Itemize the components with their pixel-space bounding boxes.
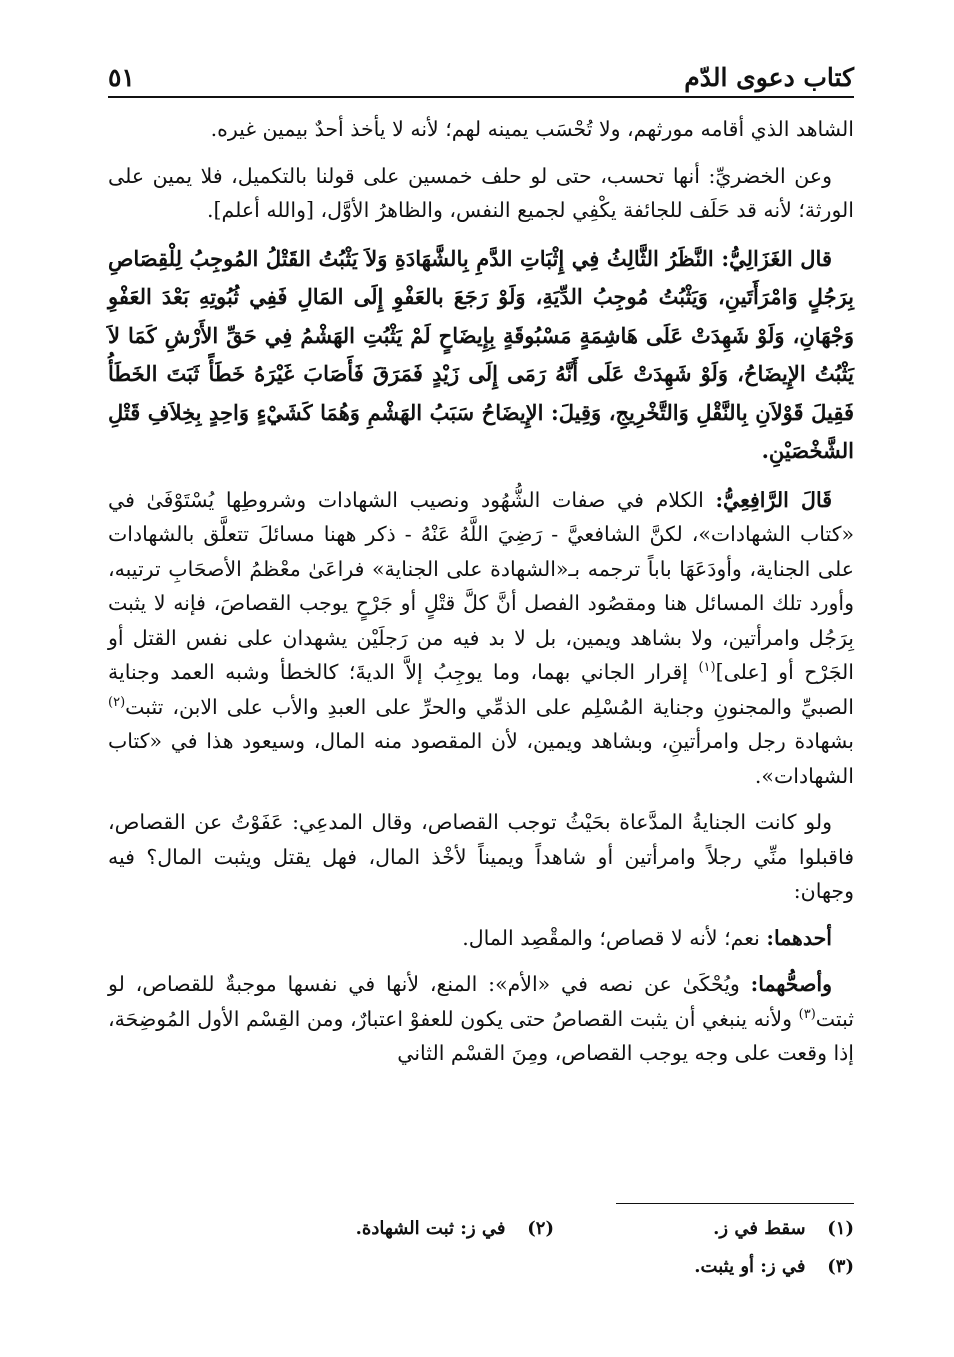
footnotes xyxy=(108,1210,854,1286)
quote-text: النَّظَرُ الثَّالِثُ فِي إِثْبَاتِ الدَّمِ بِالشَّهَادَةِ وَلاَ يَثْبُتُ القَتْلُ المُوجِبُ لِلْقِصَاصِ بِرَجُلٍ وَامْرَأَتَينِ، وَيَثْبُتُ مُوجِبُ الدِّيَةِ، وَلَوْ رَجَعَ بالعَفْوِ إِلَى المَالِ فَفِي ثُبُوتِهِ بَعْدَ العَفْوِ وَجْهَانِ، وَلَوْ شَهِدَتْ عَلَى هَاشِمَةٍ مَسْبُوقَةٍ بِإِيضَاحٍ لَمْ يَثْبُتِ الهَشْمُ فِي حَقِّ الأَرْشِ كَمَا لاَ يَثْبُتُ الإِيضَاحُ، وَلَوْ شَهِدَتْ عَلَى أَنَّهُ رَمَى إِلَى زَيْدٍ فَمَرَقَ فَأَصَابَ غَيْرَهُ خَطَأً ثَبَتَ الخَطَأُ فَقِيلَ قَوْلاَنِ بِالنَّقْلِ وَالتَّخْرِيجِ، وَقِيلَ: الإِيضَاحُ سَبَبُ الهَشْمِ وَهُمَا كَشَيْءٍ وَاحِدٍ بِخِلاَفِ قَتْلِ الشَّخْصَيْنِ. xyxy=(108,245,854,463)
footnote-number: (١) xyxy=(827,1218,854,1239)
paragraph: الشاهد الذي أقامه مورثهم، ولا تُحْسَب يمينه لهم؛ لأنه لا يأخذ أحدٌ بيمين غيره. xyxy=(210,117,854,141)
footnote xyxy=(254,1210,554,1248)
footnote-number: (٣) xyxy=(827,1256,854,1277)
ghazali-quote xyxy=(108,240,854,471)
footnote-divider xyxy=(616,1203,854,1204)
rafii-commentary xyxy=(108,483,854,794)
view-text: نعم؛ لأنه لا قصاص؛ والمقْصِد المال. xyxy=(462,925,760,950)
commentary-text: الكلام في صفات الشُّهُود ونصيب الشهادات وشروطِها يُسْتَوْفَىٰ في «كتاب الشهادات»، لكنَّ الشافعيَّ - رَضِيَ اللَّهُ عَنْهُ - ذكر ههنا مسائلَ تتعلَّق بالشهادات على الجناية، وأودَعَهَا باباً ترجمه بـ«الشهادة على الجناية» فراعَىٰ معْظمُ الأصحَابِ ترتيبه، وأورد تلك المسائل هنا ومقصُود الفصل أنَّ كلَّ قتْلٍ أو جَرْحٍ يوجب القصاصَ، فإنه لا يثبت بِرَجُل وامرأتين، ولا بشاهد ويمين، بل لا بد فيه من رَجلَيْن يشهدان على نفس القتل أو الجَرْح أو [على] xyxy=(108,487,854,684)
footnote-number: (٢) xyxy=(527,1218,554,1239)
footnote xyxy=(554,1248,854,1286)
speaker-label: قال الغَزَالِيُّ: xyxy=(721,245,832,271)
footnote-row xyxy=(108,1248,854,1286)
footnote-ref: (٢) xyxy=(108,694,126,710)
speaker-label: قَالَ الرَّافِعِيُّ: xyxy=(715,487,832,512)
commentary-text: بشهادة رجل وامرأتينِ، وبشاهد ويمين، لأن المقصود منه المال، وسيعود هذا في «كتاب الشهادات». xyxy=(108,729,854,788)
footnote-ref: (٣) xyxy=(798,1006,816,1022)
speaker-label: أحدهما: xyxy=(766,925,832,950)
speaker-label: وأصحُّهما: xyxy=(750,972,832,996)
paragraph: وعن الخضريِّ: أنها تحسب، حتى لو حلف خمسين على قولنا بالتكميل، فلا يمين على الورثة؛ لأنه قد حَلَف للجائفة يكْفِي لجميع النفس، والظاهرُ الأوَّل، [والله أعلم]. xyxy=(108,163,854,222)
main-text xyxy=(108,112,854,1083)
footnote-text: سقط في ز. xyxy=(713,1218,806,1239)
view-text: ويُحْكَىٰ عن نصه في «الأم»: المنع، لأنها في نفسها موجبةٌ للقصاص، لو ثبتت xyxy=(108,972,854,1031)
page-number: ٥١ xyxy=(108,63,135,92)
second-view xyxy=(108,967,854,1071)
paragraph: ولو كانت الجنايةُ المدَّعاة بحَيْثُ توجب القصاص، وقال المدعِي: عَفَوْتُ عن القصاص، فاقبلوا منِّي رجلاً وامرأتين أو شاهداً ويميناً لأخْذ المال، فهل يقتل ويثبت المال؟ فيه وجهان: xyxy=(108,810,854,903)
running-header xyxy=(108,56,854,98)
footnote-row xyxy=(108,1210,854,1248)
footnote-ref: (١) xyxy=(698,660,716,676)
first-view xyxy=(108,921,854,956)
book-title: كتاب دعوى الدّم xyxy=(684,63,854,92)
view-text: ولأنه ينبغي أن يثبت القصاصُ حتى يكون للعفوْ اعتبارٌ، ومن القِسْم الأول المُوضِحَة، إذا وقعت على وجه يوجب القصاص، ومِنَ القسْم الثاني xyxy=(108,1006,854,1065)
commentary-text: إقرار الجاني بهما، وما يوجِبُ إلاَّ الديةَ؛ كالخطأ وشبه العمد وجناية الصبيِّ والمجنونِ وجناية المُسْلِم على الذمِّي والحرِّ على العبدِ والأب على الابن، تثبت xyxy=(108,660,854,719)
footnote-text: في ز: أو يثبت. xyxy=(694,1256,806,1277)
footnote-text: في ز: ثبت الشهادة. xyxy=(355,1218,506,1239)
footnote xyxy=(554,1210,854,1248)
